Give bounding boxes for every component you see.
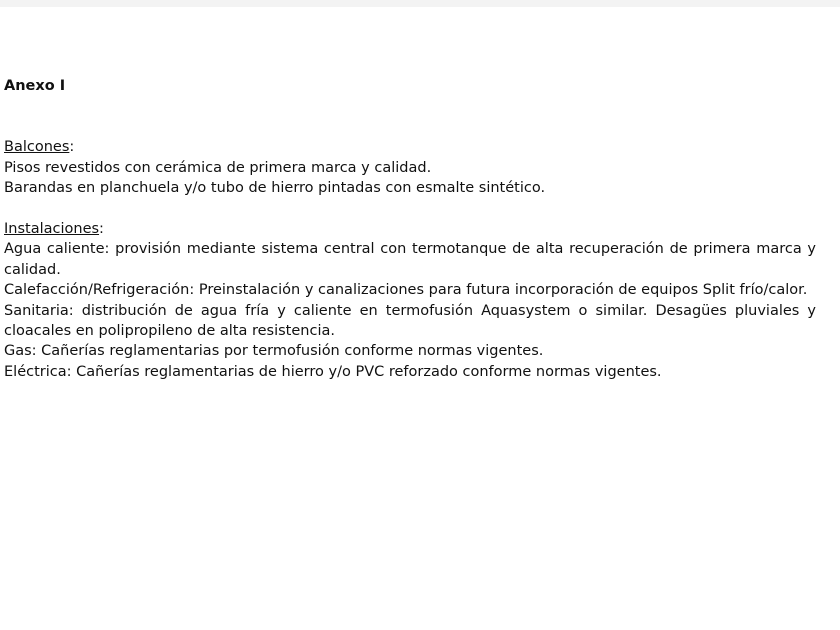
instalaciones-line-agua: Agua caliente: provisión mediante sistema central con termotanque de alta recuperación de primera marca y calidad. xyxy=(4,241,816,278)
section-heading-balcones: Balcones xyxy=(4,139,70,156)
instalaciones-line-gas: Gas: Cañerías reglamentarias por termofusión conforme normas vigentes. xyxy=(4,343,544,360)
spacer xyxy=(4,96,816,137)
spacer xyxy=(4,199,816,219)
balcones-line-pisos: Pisos revestidos con cerámica de primera marca y calidad. xyxy=(4,159,432,176)
section-balcones xyxy=(4,137,816,198)
balcones-line-barandas: Barandas en planchuela y/o tubo de hierro pintadas con esmalte sintético. xyxy=(4,180,546,197)
section-instalaciones xyxy=(4,219,816,382)
document-title: Anexo I xyxy=(4,78,66,94)
instalaciones-line-electrica: Eléctrica: Cañerías reglamentarias de hierro y/o PVC reforzado conforme normas vigentes. xyxy=(4,363,662,380)
instalaciones-line-sanitaria: Sanitaria: distribución de agua fría y caliente en termofusión Aquasystem o similar. Desagües pluviales y cloacales en polipropileno de alta resistencia. xyxy=(4,302,816,340)
instalaciones-line-calefaccion: Calefacción/Refrigeración: Preinstalación y canalizaciones para futura incorporación de equipos Split frío/calor. xyxy=(4,282,808,299)
top-strip xyxy=(0,0,840,7)
heading-colon: : xyxy=(69,139,75,156)
document-body xyxy=(4,76,816,382)
section-heading-instalaciones: Instalaciones xyxy=(4,221,100,237)
heading-colon: : xyxy=(99,221,104,237)
